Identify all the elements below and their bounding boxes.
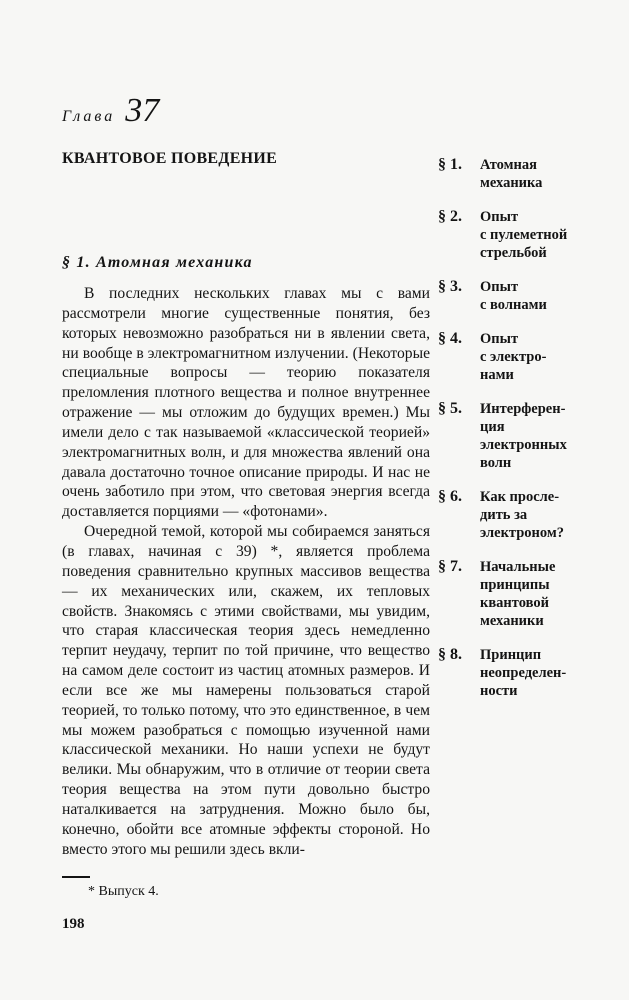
toc-number: § 1. — [438, 156, 462, 173]
toc-item — [438, 646, 624, 700]
toc-item — [438, 278, 624, 314]
toc-item — [438, 488, 624, 542]
footnote: * Выпуск 4. — [88, 884, 159, 899]
toc-text: Опыт с электро- нами — [480, 331, 547, 383]
page-number: 198 — [62, 916, 85, 932]
toc-number: § 5. — [438, 400, 462, 417]
toc-text: Как просле- дить за электроном? — [480, 489, 564, 541]
chapter-word: Глава — [62, 108, 116, 125]
paragraph: В последних нескольких главах мы с вами рассмотрели многие существенные понятия, без которых невозможно разобраться ни в явлении света, ни вообще в электромагнитном излучении. (Некоторые специальные вопросы — теорию показателя преломления плотного вещества и полное внутреннее отражение — мы отложим до будущих времен.) Мы имели дело с так называемой «классической теорией» электромагнитных волн, и для множества явлений она давала достаточно точное описание природы. И нас не очень заботило при этом, что световая энергия всегда доставляется порциями — «фотонами». — [62, 285, 430, 521]
section-contents — [438, 156, 624, 716]
section-heading: § 1. Атомная механика — [62, 254, 253, 271]
toc-number: § 6. — [438, 488, 462, 505]
toc-text: Опыт с волнами — [480, 279, 547, 313]
toc-text: Интерферен- ция электронных волн — [480, 401, 567, 471]
toc-number: § 4. — [438, 330, 462, 347]
toc-text: Принцип неопределен- ности — [480, 647, 567, 699]
toc-item — [438, 558, 624, 630]
toc-item — [438, 208, 624, 262]
toc-number: § 2. — [438, 208, 462, 225]
toc-number: § 8. — [438, 646, 462, 663]
chapter-number: 37 — [125, 92, 160, 129]
toc-text: Атомная механика — [480, 157, 543, 191]
toc-item — [438, 330, 624, 384]
toc-number: § 3. — [438, 278, 462, 295]
footnote-rule — [62, 876, 90, 878]
chapter-heading — [62, 92, 159, 130]
toc-item — [438, 400, 624, 472]
toc-number: § 7. — [438, 558, 462, 575]
chapter-title: КВАНТОВОЕ ПОВЕДЕНИЕ — [62, 150, 278, 167]
toc-text: Начальные принципы квантовой механики — [480, 559, 556, 629]
toc-item — [438, 156, 624, 192]
toc-text: Опыт с пулеметной стрельбой — [480, 209, 568, 261]
paragraph: Очередной темой, которой мы собираемся заняться (в главах, начиная с 39) *, является проблема поведения сравнительно крупных массивов вещества — их механических или, скажем, их тепловых свойств. Знакомясь с этими свойствами, мы увидим, что старая классическая теория здесь немедленно терпит неудачу, терпит по той причине, что вещество на самом деле состоит из частиц атомных размеров. И если все же мы намерены пользоваться старой теорией, то только потому, что это единственное, в чем мы можем разобраться с помощью изученной нами классической механики. Но наши успехи не будут велики. Мы обнаружим, что в отличие от теории света теория вещества на этом пути довольно быстро наталкивается на затруднения. Можно было бы, конечно, обойти все атомные эффекты стороной. Но вместо этого мы решили здесь вкли- — [62, 523, 430, 858]
body-text — [62, 284, 430, 859]
